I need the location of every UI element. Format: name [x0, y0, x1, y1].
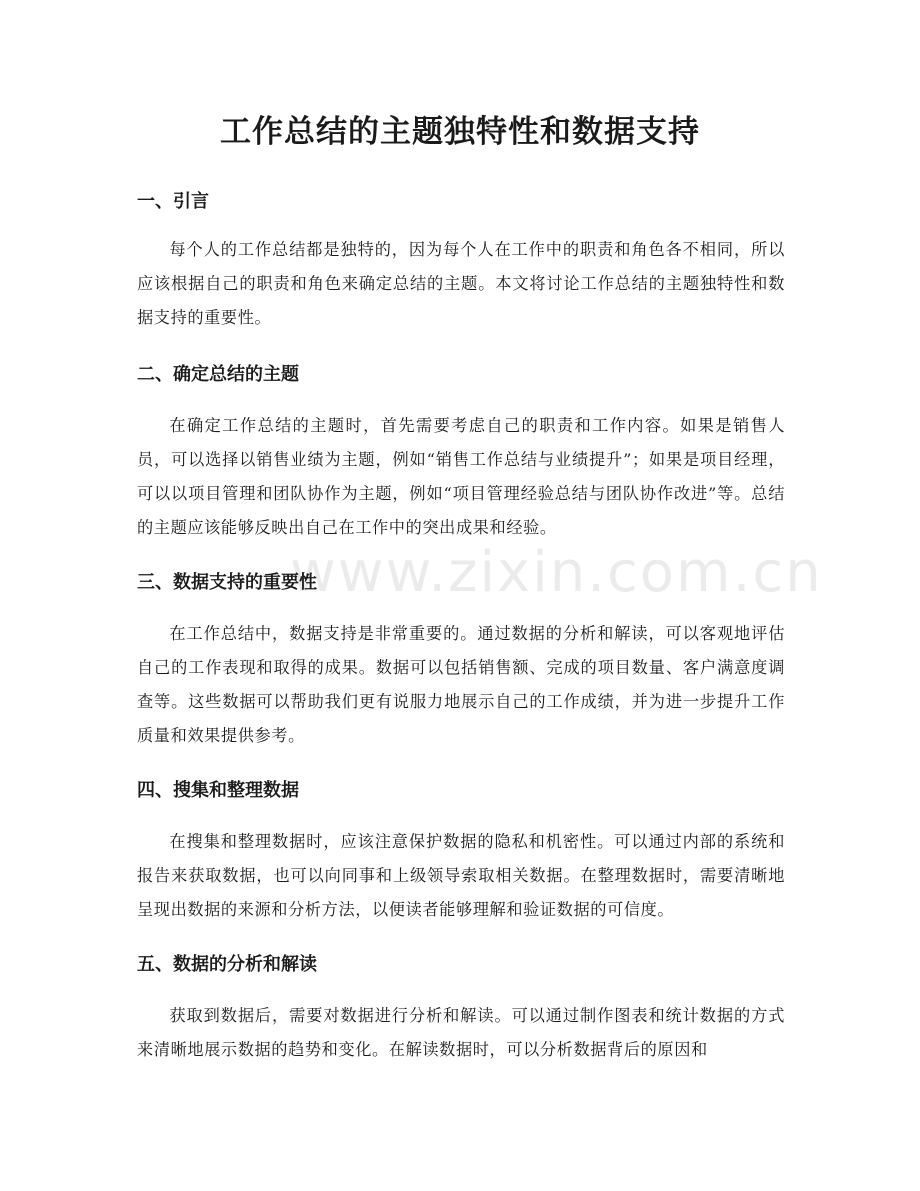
section-heading-topic: 二、确定总结的主题: [137, 364, 299, 385]
section-body-data-importance: 在工作总结中，数据支持是非常重要的。通过数据的分析和解读，可以客观地评估自己的工作表现和取得的成果。数据可以包括销售额、完成的项目数量、客户满意度调查等。这些数据可以帮助我们更有说服力地展示自己的工作成绩，并为进一步提升工作质量和效果提供参考。: [137, 624, 785, 745]
section-body-intro: 每个人的工作总结都是独特的，因为每个人在工作中的职责和角色各不相同，所以应该根据自己的职责和角色来确定总结的主题。本文将讨论工作总结的主题独特性和数据支持的重要性。: [137, 240, 785, 327]
section-body-analysis: 获取到数据后，需要对数据进行分析和解读。可以通过制作图表和统计数据的方式来清晰地展示数据的趋势和变化。在解读数据时，可以分析数据背后的原因和: [137, 1006, 785, 1059]
section-body-collect-data: 在搜集和整理数据时，应该注意保护数据的隐私和机密性。可以通过内部的系统和报告来获取数据，也可以向同事和上级领导索取相关数据。在整理数据时，需要清晰地呈现出数据的来源和分析方法，以便读者能够理解和验证数据的可信度。: [137, 832, 785, 919]
page-title: 工作总结的主题独特性和数据支持: [220, 114, 700, 150]
section-heading-data-importance: 三、数据支持的重要性: [137, 572, 317, 593]
section-body-topic: 在确定工作总结的主题时，首先需要考虑自己的职责和工作内容。如果是销售人员，可以选择以销售业绩为主题，例如“销售工作总结与业绩提升”；如果是项目经理，可以以项目管理和团队协作为主题，例如“项目管理经验总结与团队协作改进”等。总结的主题应该能够反映出自己在工作中的突出成果和经验。: [137, 416, 785, 537]
section-heading-intro: 一、引言: [137, 191, 209, 212]
watermark: www.zixin.com.cn: [290, 540, 823, 605]
section-heading-collect-data: 四、搜集和整理数据: [137, 780, 299, 801]
section-heading-analysis: 五、数据的分析和解读: [137, 954, 317, 975]
